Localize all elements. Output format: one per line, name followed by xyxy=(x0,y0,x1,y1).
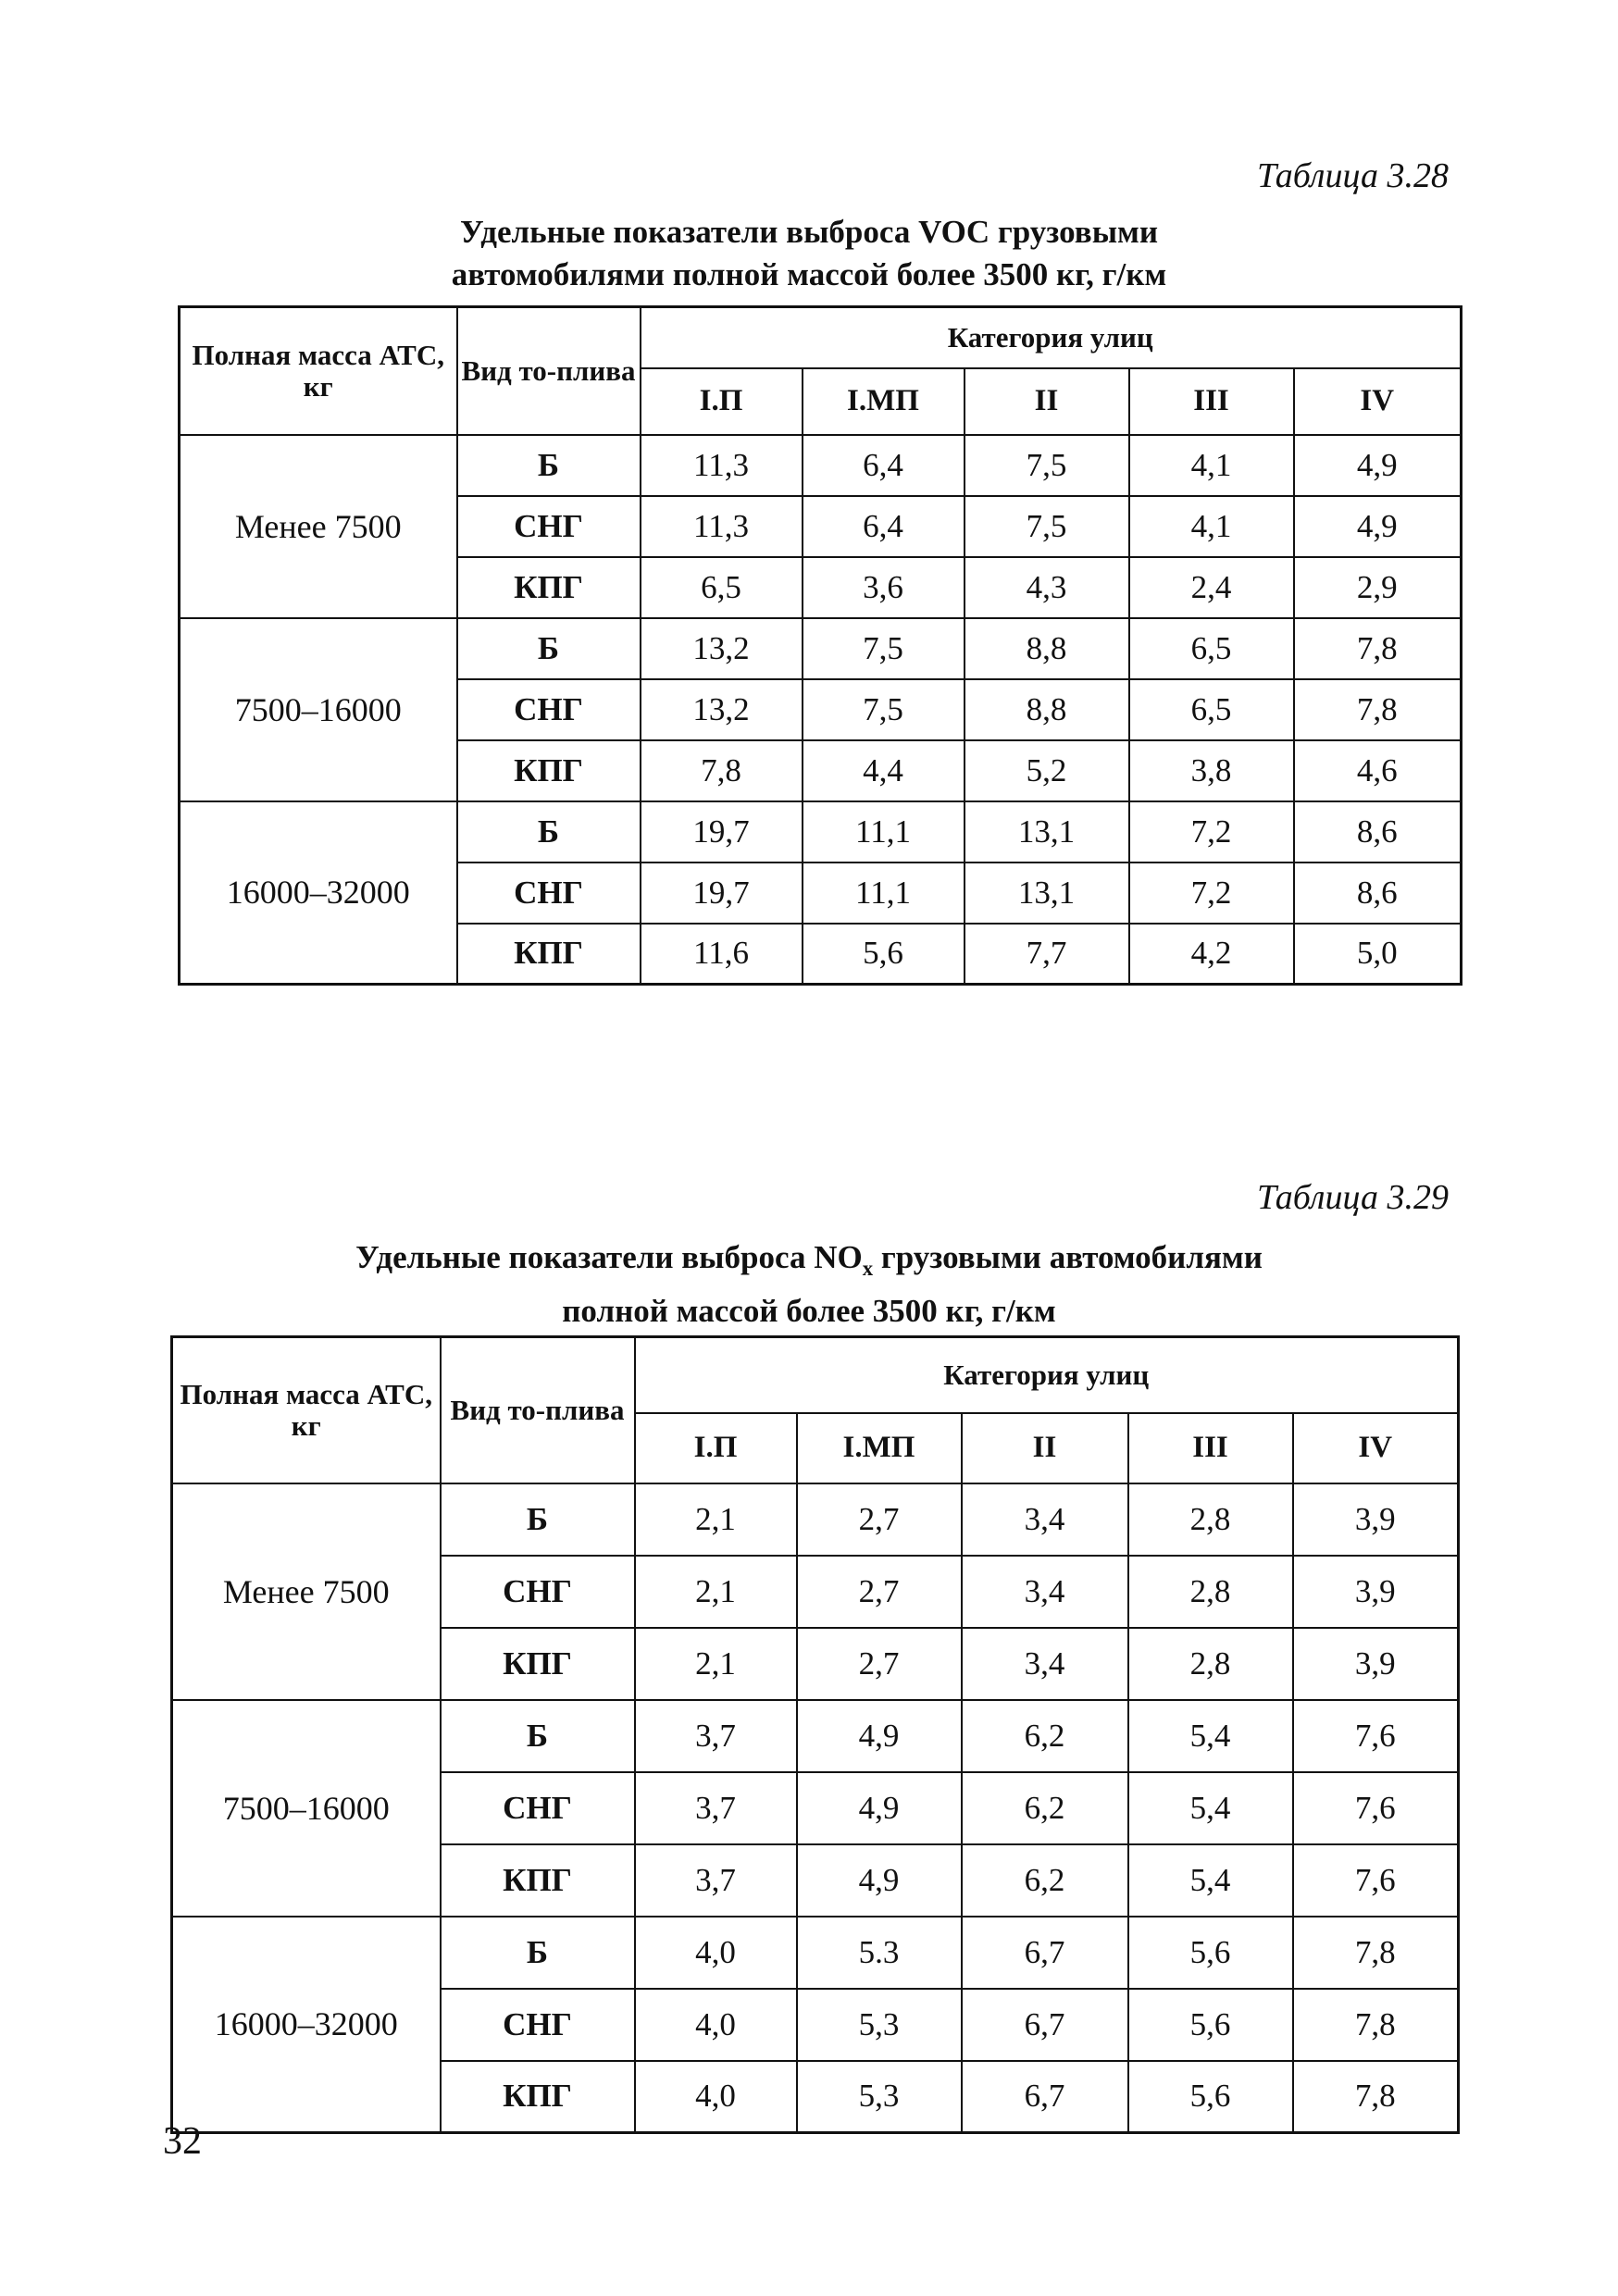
value-cell: 7,8 xyxy=(641,740,803,801)
data-table xyxy=(178,305,1462,986)
value-cell: 7,6 xyxy=(1293,1844,1459,1917)
value-cell: 2,1 xyxy=(635,1556,797,1628)
value-cell: 5,4 xyxy=(1128,1700,1293,1772)
value-cell: 5,2 xyxy=(965,740,1129,801)
value-cell: 4,4 xyxy=(803,740,965,801)
mass-cell: 16000–32000 xyxy=(172,1917,441,2133)
value-cell: 6,7 xyxy=(962,1989,1128,2061)
value-cell: 2,7 xyxy=(797,1483,962,1556)
value-cell: 3,4 xyxy=(962,1483,1128,1556)
value-cell: 6,5 xyxy=(1129,679,1294,740)
value-cell: 6,2 xyxy=(962,1772,1128,1844)
value-cell: 11,1 xyxy=(803,801,965,863)
fuel-cell: КПГ xyxy=(441,2061,635,2133)
value-cell: 7,8 xyxy=(1294,618,1462,679)
table-row xyxy=(180,435,1462,496)
mass-cell: 16000–32000 xyxy=(180,801,457,985)
value-cell: 4,1 xyxy=(1129,435,1294,496)
fuel-cell: КПГ xyxy=(441,1844,635,1917)
table-title xyxy=(0,1236,1618,1333)
value-cell: 3,4 xyxy=(962,1556,1128,1628)
value-cell: 2,8 xyxy=(1128,1483,1293,1556)
column-header: III xyxy=(1129,368,1294,435)
column-header: II xyxy=(962,1413,1128,1483)
value-cell: 8,6 xyxy=(1294,863,1462,924)
mass-cell: Менее 7500 xyxy=(180,435,457,618)
value-cell: 13,1 xyxy=(965,863,1129,924)
value-cell: 2,1 xyxy=(635,1628,797,1700)
value-cell: 7,5 xyxy=(803,618,965,679)
value-cell: 5,0 xyxy=(1294,924,1462,985)
table-title-line xyxy=(0,1236,1618,1290)
value-cell: 3,7 xyxy=(635,1844,797,1917)
value-cell: 4,1 xyxy=(1129,496,1294,557)
table-row xyxy=(180,801,1462,863)
value-cell: 4,9 xyxy=(1294,496,1462,557)
column-header: II xyxy=(965,368,1129,435)
value-cell: 5,3 xyxy=(797,1989,962,2061)
value-cell: 7,8 xyxy=(1293,2061,1459,2133)
fuel-cell: Б xyxy=(441,1483,635,1556)
table-title-line: полной массой более 3500 кг, г/км xyxy=(562,1293,1056,1329)
value-cell: 4,0 xyxy=(635,1917,797,1989)
value-cell: 7,5 xyxy=(965,435,1129,496)
value-cell: 13,2 xyxy=(641,679,803,740)
value-cell: 5,6 xyxy=(803,924,965,985)
value-cell: 11,6 xyxy=(641,924,803,985)
table-label: Таблица 3.28 xyxy=(1257,156,1449,195)
title-text: грузовыми автомобилями xyxy=(873,1239,1263,1275)
value-cell: 3,8 xyxy=(1129,740,1294,801)
column-header: IV xyxy=(1294,368,1462,435)
value-cell: 4,6 xyxy=(1294,740,1462,801)
value-cell: 2,7 xyxy=(797,1556,962,1628)
value-cell: 7,8 xyxy=(1293,1989,1459,2061)
value-cell: 5,4 xyxy=(1128,1772,1293,1844)
value-cell: 6,7 xyxy=(962,1917,1128,1989)
table-title-line: автомобилями полной массой более 3500 кг, г/км xyxy=(451,256,1167,292)
value-cell: 4,0 xyxy=(635,2061,797,2133)
column-header: IV xyxy=(1293,1413,1459,1483)
column-header: I.П xyxy=(635,1413,797,1483)
fuel-cell: КПГ xyxy=(457,924,641,985)
value-cell: 3,4 xyxy=(962,1628,1128,1700)
value-cell: 7,2 xyxy=(1129,863,1294,924)
table-title-line: Удельные показатели выброса VOC грузовыми xyxy=(459,214,1159,250)
mass-cell: 7500–16000 xyxy=(180,618,457,801)
value-cell: 3,7 xyxy=(635,1772,797,1844)
fuel-cell: СНГ xyxy=(441,1556,635,1628)
fuel-cell: Б xyxy=(441,1700,635,1772)
fuel-cell: СНГ xyxy=(441,1772,635,1844)
value-cell: 11,1 xyxy=(803,863,965,924)
value-cell: 7,6 xyxy=(1293,1772,1459,1844)
table-label: Таблица 3.29 xyxy=(1257,1178,1449,1217)
mass-cell: 7500–16000 xyxy=(172,1700,441,1917)
value-cell: 7,7 xyxy=(965,924,1129,985)
mass-cell: Менее 7500 xyxy=(172,1483,441,1700)
value-cell: 4,9 xyxy=(797,1772,962,1844)
value-cell: 8,8 xyxy=(965,618,1129,679)
value-cell: 2,8 xyxy=(1128,1556,1293,1628)
value-cell: 5.3 xyxy=(797,1917,962,1989)
fuel-cell: СНГ xyxy=(441,1989,635,2061)
value-cell: 6,5 xyxy=(641,557,803,618)
column-header: I.МП xyxy=(803,368,965,435)
column-header: III xyxy=(1128,1413,1293,1483)
value-cell: 6,5 xyxy=(1129,618,1294,679)
header-fuel: Вид то-плива xyxy=(441,1337,635,1483)
fuel-cell: Б xyxy=(457,618,641,679)
fuel-cell: СНГ xyxy=(457,863,641,924)
value-cell: 5,6 xyxy=(1128,1917,1293,1989)
title-text: Удельные показатели выброса NO xyxy=(355,1239,863,1275)
value-cell: 8,8 xyxy=(965,679,1129,740)
value-cell: 2,9 xyxy=(1294,557,1462,618)
value-cell: 5,6 xyxy=(1128,1989,1293,2061)
value-cell: 13,1 xyxy=(965,801,1129,863)
value-cell: 4,9 xyxy=(797,1844,962,1917)
value-cell: 5,3 xyxy=(797,2061,962,2133)
value-cell: 11,3 xyxy=(641,435,803,496)
table-row xyxy=(172,1700,1459,1772)
value-cell: 5,4 xyxy=(1128,1844,1293,1917)
value-cell: 2,7 xyxy=(797,1628,962,1700)
table-row xyxy=(172,1483,1459,1556)
value-cell: 3,9 xyxy=(1293,1556,1459,1628)
value-cell: 4,9 xyxy=(1294,435,1462,496)
value-cell: 5,6 xyxy=(1128,2061,1293,2133)
value-cell: 7,8 xyxy=(1293,1917,1459,1989)
value-cell: 3,7 xyxy=(635,1700,797,1772)
value-cell: 4,0 xyxy=(635,1989,797,2061)
value-cell: 4,2 xyxy=(1129,924,1294,985)
value-cell: 7,8 xyxy=(1294,679,1462,740)
value-cell: 7,5 xyxy=(965,496,1129,557)
title-subscript: x xyxy=(862,1257,874,1280)
value-cell: 6,2 xyxy=(962,1844,1128,1917)
fuel-cell: Б xyxy=(457,435,641,496)
header-mass: Полная масса АТС, кг xyxy=(172,1337,441,1483)
value-cell: 4,3 xyxy=(965,557,1129,618)
value-cell: 4,9 xyxy=(797,1700,962,1772)
value-cell: 6,4 xyxy=(803,496,965,557)
value-cell: 2,1 xyxy=(635,1483,797,1556)
table-row xyxy=(172,1917,1459,1989)
column-header: I.МП xyxy=(797,1413,962,1483)
fuel-cell: СНГ xyxy=(457,496,641,557)
value-cell: 3,6 xyxy=(803,557,965,618)
fuel-cell: СНГ xyxy=(457,679,641,740)
header-fuel: Вид то-плива xyxy=(457,307,641,435)
value-cell: 19,7 xyxy=(641,801,803,863)
fuel-cell: Б xyxy=(457,801,641,863)
value-cell: 6,2 xyxy=(962,1700,1128,1772)
table-row xyxy=(180,618,1462,679)
value-cell: 13,2 xyxy=(641,618,803,679)
value-cell: 11,3 xyxy=(641,496,803,557)
fuel-cell: КПГ xyxy=(441,1628,635,1700)
value-cell: 6,4 xyxy=(803,435,965,496)
header-category: Категория улиц xyxy=(641,307,1462,368)
header-category: Категория улиц xyxy=(635,1337,1459,1413)
value-cell: 2,8 xyxy=(1128,1628,1293,1700)
fuel-cell: КПГ xyxy=(457,740,641,801)
column-header: I.П xyxy=(641,368,803,435)
value-cell: 7,2 xyxy=(1129,801,1294,863)
value-cell: 2,4 xyxy=(1129,557,1294,618)
fuel-cell: КПГ xyxy=(457,557,641,618)
value-cell: 7,5 xyxy=(803,679,965,740)
data-table xyxy=(170,1335,1460,2134)
table-title xyxy=(0,211,1618,296)
value-cell: 6,7 xyxy=(962,2061,1128,2133)
value-cell: 7,6 xyxy=(1293,1700,1459,1772)
value-cell: 19,7 xyxy=(641,863,803,924)
page-number: 32 xyxy=(163,2120,202,2163)
value-cell: 8,6 xyxy=(1294,801,1462,863)
header-mass: Полная масса АТС, кг xyxy=(180,307,457,435)
fuel-cell: Б xyxy=(441,1917,635,1989)
value-cell: 3,9 xyxy=(1293,1628,1459,1700)
value-cell: 3,9 xyxy=(1293,1483,1459,1556)
